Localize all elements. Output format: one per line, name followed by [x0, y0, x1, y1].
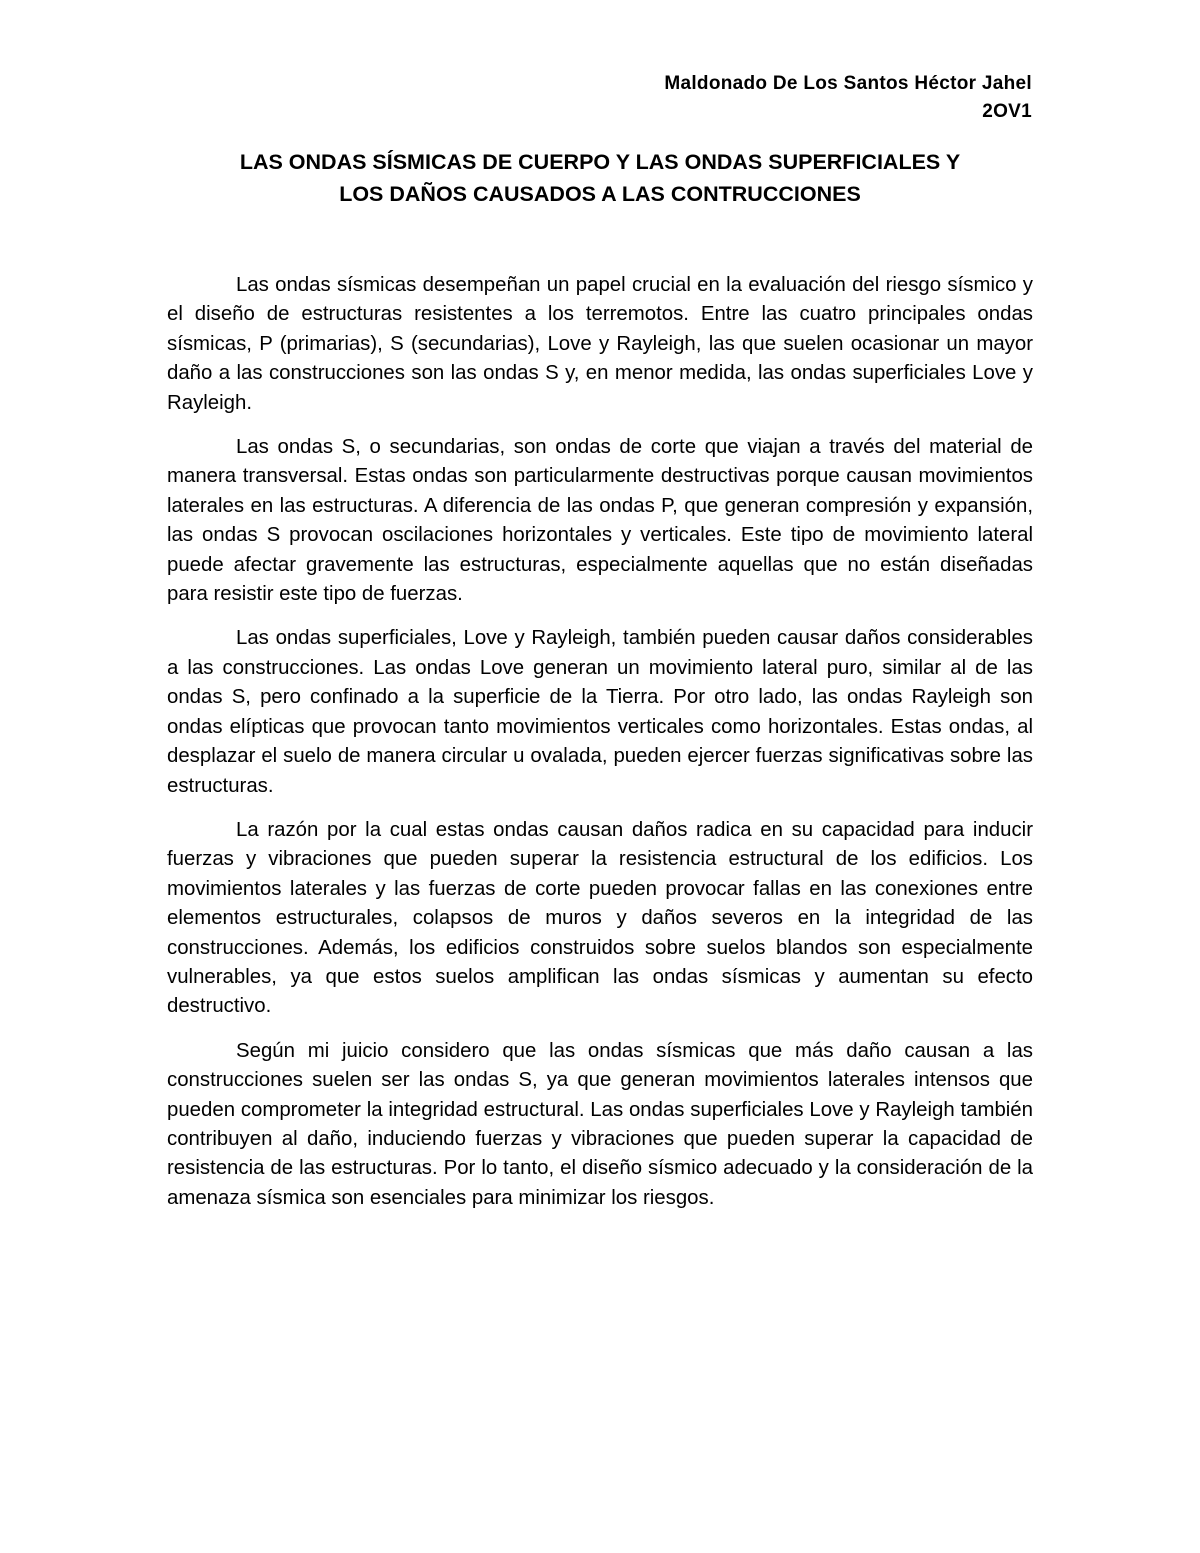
author-header [664, 70, 1032, 126]
document-body [167, 271, 1033, 1228]
group-code: 2OV1 [982, 101, 1032, 122]
document-title [150, 146, 1050, 210]
paragraph-1: Las ondas sísmicas desempeñan un papel crucial en la evaluación del riesgo sísmico y el diseño de estructuras resistentes a los terremotos. Entre las cuatro principales ondas sísmicas, P (primarias), S (secundarias), Love y Rayleigh, las que suelen ocasionar un mayor daño a las construcciones son las ondas S y, en menor medida, las ondas superficiales Love y Rayleigh. [167, 274, 1033, 414]
paragraph-4: La razón por la cual estas ondas causan daños radica en su capacidad para inducir fuerzas y vibraciones que pueden superar la resistencia estructural de los edificios. Los movimientos laterales y las fuerzas de corte pueden provocar fallas en las conexiones entre elementos estructurales, colapsos de muros y daños severos en la integridad de las construcciones. Además, los edificios construidos sobre suelos blandos son especialmente vulnerables, ya que estos suelos amplifican las ondas sísmicas y aumentan su efecto destructivo. [167, 818, 1033, 1018]
author-name: Maldonado De Los Santos Héctor Jahel [664, 73, 1032, 94]
title-line-2: LOS DAÑOS CAUSADOS A LAS CONTRUCCIONES [339, 182, 861, 206]
paragraph-3: Las ondas superficiales, Love y Rayleigh, también pueden causar daños considerables a las construcciones. Las ondas Love generan un movimiento lateral puro, similar al de las ondas S, pero confinado a la superficie de la Tierra. Por otro lado, las ondas Rayleigh son ondas elípticas que provocan tanto movimientos verticales como horizontales. Estas ondas, al desplazar el suelo de manera circular u ovalada, pueden ejercer fuerzas significativas sobre las estructuras. [167, 627, 1033, 797]
paragraph-2: Las ondas S, o secundarias, son ondas de corte que viajan a través del material de manera transversal. Estas ondas son particularmente destructivas porque causan movimientos laterales en las estructuras. A diferencia de las ondas P, que generan compresión y expansión, las ondas S provocan oscilaciones horizontales y verticales. Este tipo de movimiento lateral puede afectar gravemente las estructuras, especialmente aquellas que no están diseñadas para resistir este tipo de fuerzas. [167, 436, 1033, 606]
title-line-1: LAS ONDAS SÍSMICAS DE CUERPO Y LAS ONDAS SUPERFICIALES Y [239, 150, 961, 174]
paragraph-5: Según mi juicio considero que las ondas sísmicas que más daño causan a las construcciones suelen ser las ondas S, ya que generan movimientos laterales intensos que pueden comprometer la integridad estructural. Las ondas superficiales Love y Rayleigh también contribuyen al daño, induciendo fuerzas y vibraciones que pueden superar la capacidad de resistencia de las estructuras. Por lo tanto, el diseño sísmico adecuado y la consideración de la amenaza sísmica son esenciales para minimizar los riesgos. [167, 1039, 1033, 1209]
